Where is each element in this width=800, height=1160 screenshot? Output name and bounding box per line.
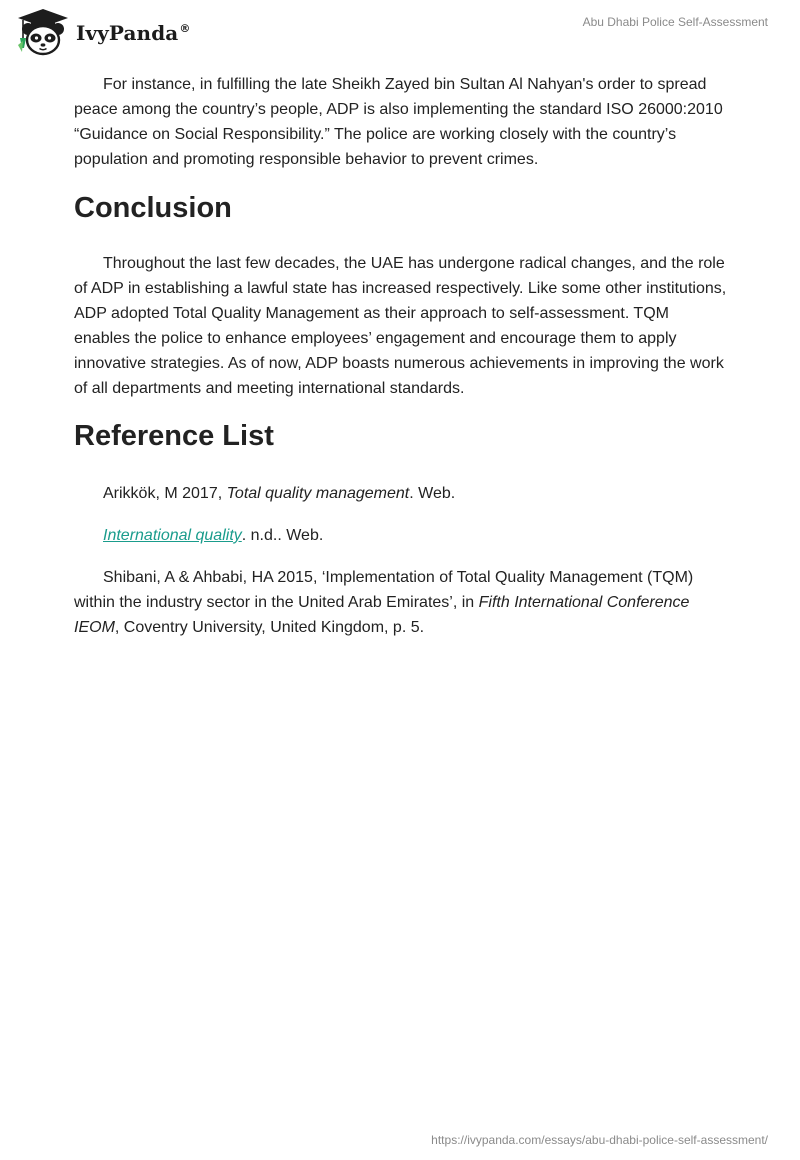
conclusion-heading: Conclusion <box>74 192 232 224</box>
reference-item: International quality. n.d.. Web. <box>103 527 324 544</box>
reference-list-heading: Reference List <box>74 420 274 452</box>
reference-item: Arikkök, M 2017, Total quality management. Web. <box>103 485 456 502</box>
reference-item: Shibani, A & Ahbabi, HA 2015, ‘Implementation of Total Quality Management (TQM) within the industry sector in the United Arab Emirates’, in Fifth International Conference IEOM, Coventry University, United Kingdom, p. 5. <box>74 569 694 636</box>
conclusion-paragraph: Throughout the last few decades, the UAE has undergone radical changes, and the role of ADP in establishing a lawful state has increased respectively. Like some other institutions, ADP adopted Total Quality Management as their approach to self-assessment. TQM enables the police to enhance employees’ engagement and encourage them to apply innovative strategies. As of now, ADP boasts numerous achievements in improving the work of all departments and meeting international standards. <box>74 255 727 397</box>
panda-graduate-icon <box>14 7 72 57</box>
reference-link[interactable]: International quality <box>103 527 242 544</box>
page-header <box>0 0 800 60</box>
running-title: Abu Dhabi Police Self-Assessment <box>582 15 768 29</box>
source-url: https://ivypanda.com/essays/abu-dhabi-police-self-assessment/ <box>431 1133 768 1147</box>
essay-content <box>74 72 728 657</box>
ivypanda-logo[interactable] <box>14 7 190 57</box>
intro-paragraph: For instance, in fulfilling the late Sheikh Zayed bin Sultan Al Nahyan's order to spread peace among the country’s people, ADP is also implementing the standard ISO 26000:2010 “Guidance on Social Responsibility.” The police are working closely with the country’s population and promoting responsible behavior to prevent crimes. <box>74 76 723 168</box>
logo-wordmark: IvyPanda® <box>76 21 191 45</box>
